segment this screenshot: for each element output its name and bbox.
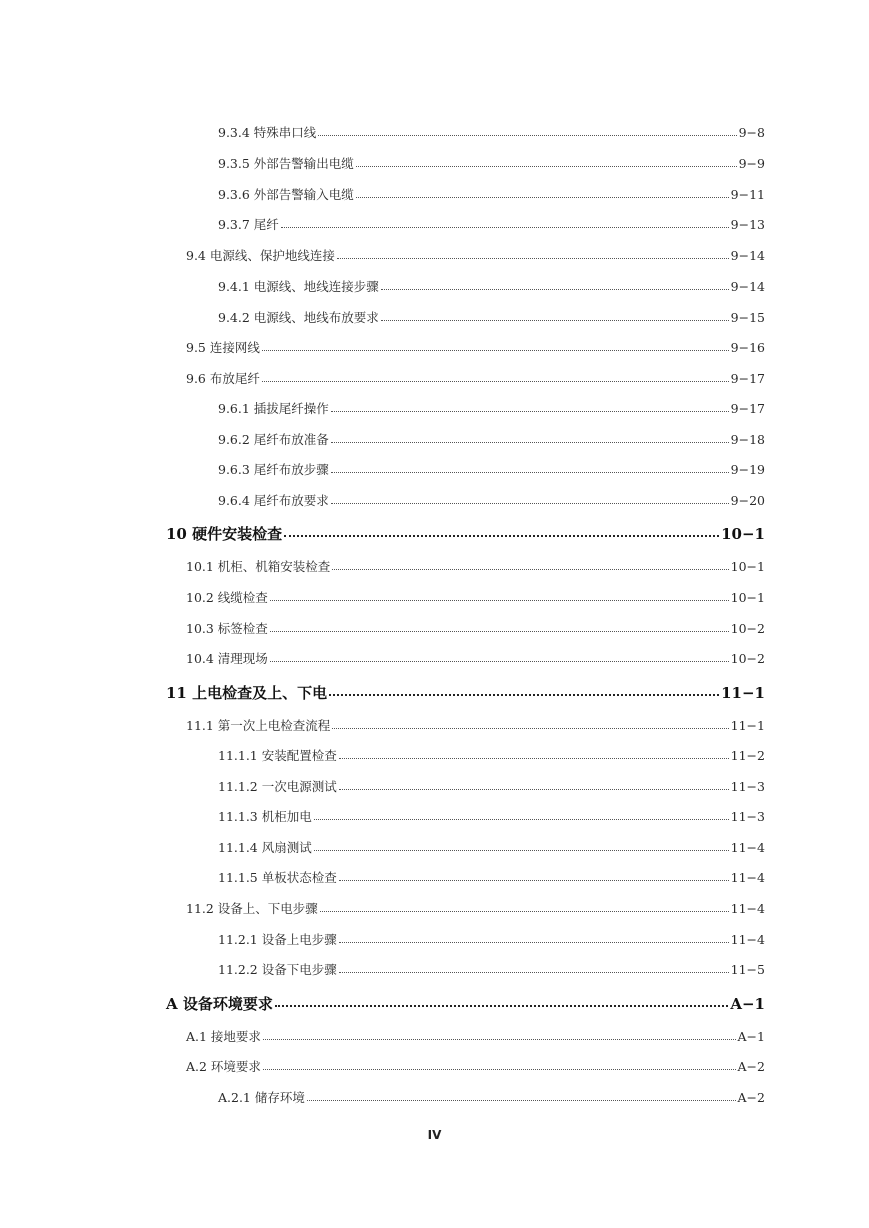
toc-entry-page: A−2 (737, 1090, 765, 1105)
toc-entry[interactable] (186, 621, 765, 637)
toc-entry-page: A−1 (737, 1029, 765, 1044)
dot-leader (331, 441, 729, 443)
dot-leader (320, 910, 729, 912)
toc-entry[interactable] (218, 187, 765, 203)
toc-entry-page: 11−2 (730, 748, 765, 763)
toc-entry-title: 9.4 电源线、保护地线连接 (186, 248, 335, 263)
toc-entry-title: 11.1.2 一次电源测试 (218, 779, 337, 794)
toc-entry[interactable] (218, 962, 765, 978)
toc-entry[interactable] (218, 401, 765, 417)
toc-entry[interactable] (186, 1029, 765, 1045)
toc-entry[interactable] (218, 870, 765, 886)
toc-entry[interactable] (218, 748, 765, 764)
toc-entry[interactable] (218, 840, 765, 856)
dot-leader (381, 288, 729, 290)
dot-leader (263, 1068, 736, 1070)
dot-leader (339, 879, 729, 881)
toc-entry[interactable] (218, 462, 765, 478)
toc-entry-page: 10−1 (730, 590, 765, 605)
toc-entry-title: A 设备环境要求 (166, 995, 273, 1013)
toc-entry[interactable] (218, 779, 765, 795)
toc-entry[interactable] (218, 1090, 765, 1106)
dot-leader (332, 568, 728, 570)
toc-entry-title: A.1 接地要求 (186, 1029, 261, 1044)
toc-entry-page: 9−19 (730, 462, 765, 477)
dot-leader (270, 599, 729, 601)
toc-entry[interactable] (218, 310, 765, 326)
toc-entry-title: 9.3.6 外部告警输入电缆 (218, 187, 354, 202)
toc-entry-title: 9.6.3 尾纤布放步骤 (218, 462, 329, 477)
toc-entry-page: 11−3 (730, 809, 765, 824)
dot-leader (270, 660, 729, 662)
toc-entry-page: 10−2 (730, 651, 765, 666)
toc-entry-page: 9−14 (730, 248, 765, 263)
toc-entry-title: 11.1 第一次上电检查流程 (186, 718, 331, 733)
dot-leader (339, 971, 729, 973)
toc-entry[interactable] (218, 493, 765, 509)
toc-entry-title: 9.6.4 尾纤布放要求 (218, 493, 329, 508)
toc-entry-title: 9.6.1 插拔尾纤操作 (218, 401, 329, 416)
toc-entry-title: 9.3.4 特殊串口线 (218, 125, 317, 140)
dot-leader (314, 818, 729, 820)
dot-leader (339, 788, 729, 790)
toc-entry-page: 10−2 (730, 621, 765, 636)
toc-entry-page: 9−9 (738, 156, 765, 171)
toc-entry-title: 11.2 设备上、下电步骤 (186, 901, 318, 916)
toc-entry-title: 11.1.4 风扇测试 (218, 840, 312, 855)
toc-entry-page: 9−17 (730, 371, 765, 386)
dot-leader (318, 134, 736, 136)
toc-entry[interactable] (186, 559, 765, 575)
toc-entry-title: A.2.1 储存环境 (218, 1090, 305, 1105)
toc-entry[interactable] (218, 809, 765, 825)
toc-entry-page: 9−17 (730, 401, 765, 416)
toc-entry-page: 9−15 (730, 310, 765, 325)
toc-entry[interactable] (186, 590, 765, 606)
toc-entry[interactable] (218, 125, 765, 141)
toc-entry-title: 10.2 线缆检查 (186, 590, 268, 605)
toc-entry-title: 9.6 布放尾纤 (186, 371, 260, 386)
dot-leader (332, 727, 728, 729)
toc-entry[interactable] (218, 279, 765, 295)
dot-leader (331, 471, 729, 473)
toc-entry[interactable] (218, 432, 765, 448)
toc-entry-page: 11−5 (730, 962, 765, 977)
toc-entry-title: 11.2.1 设备上电步骤 (218, 932, 337, 947)
toc-entry-page: 9−11 (730, 187, 765, 202)
dot-leader (337, 257, 729, 259)
toc-entry-title: 11 上电检查及上、下电 (166, 684, 328, 702)
toc-entry-title: 9.6.2 尾纤布放准备 (218, 432, 329, 447)
dot-leader (281, 226, 729, 228)
toc-entry[interactable] (186, 371, 765, 387)
toc-entry-page: 10−1 (721, 525, 765, 543)
toc-entry-page: 11−4 (730, 840, 765, 855)
toc-entry-page: 9−18 (730, 432, 765, 447)
dot-leader (262, 380, 729, 382)
toc-entry[interactable] (166, 526, 765, 542)
toc-entry-page: 9−13 (730, 217, 765, 232)
toc-entry[interactable] (186, 901, 765, 917)
toc-entry-title: 10.4 清理现场 (186, 651, 268, 666)
toc-entry[interactable] (186, 1059, 765, 1075)
toc-entry-title: 11.1.1 安装配置检查 (218, 748, 337, 763)
dot-leader (339, 941, 729, 943)
dot-leader (381, 319, 729, 321)
toc-entry[interactable] (186, 718, 765, 734)
toc-entry[interactable] (218, 156, 765, 172)
dot-leader (275, 1004, 728, 1007)
toc-entry[interactable] (166, 685, 765, 701)
toc-entry[interactable] (218, 932, 765, 948)
toc-entry-page: 10−1 (730, 559, 765, 574)
dot-leader (331, 502, 729, 504)
toc-entry-title: A.2 环境要求 (186, 1059, 261, 1074)
toc-entry[interactable] (186, 248, 765, 264)
dot-leader (356, 196, 729, 198)
dot-leader (314, 849, 729, 851)
toc-entry-page: 11−4 (730, 901, 765, 916)
toc-entry-title: 10.1 机柜、机箱安装检查 (186, 559, 331, 574)
toc-entry[interactable] (166, 996, 765, 1012)
toc-entry-page: 9−20 (730, 493, 765, 508)
toc-entry-page: 11−1 (730, 718, 765, 733)
toc-entry-page: A−1 (730, 995, 765, 1013)
toc-entry-title: 11.1.5 单板状态检查 (218, 870, 337, 885)
toc-entry-page: A−2 (737, 1059, 765, 1074)
toc-entry-title: 9.5 连接网线 (186, 340, 260, 355)
toc-entry-page: 11−1 (721, 684, 765, 702)
toc-entry-title: 9.4.1 电源线、地线连接步骤 (218, 279, 379, 294)
toc-entry-title: 9.3.7 尾纤 (218, 217, 279, 232)
toc-entry-title: 11.2.2 设备下电步骤 (218, 962, 337, 977)
dot-leader (331, 410, 729, 412)
dot-leader (356, 165, 737, 167)
dot-leader (270, 630, 729, 632)
toc-entry-page: 9−8 (738, 125, 765, 140)
toc-entry-page: 9−16 (730, 340, 765, 355)
toc-entry-page: 11−4 (730, 870, 765, 885)
dot-leader (307, 1099, 736, 1101)
dot-leader (262, 349, 729, 351)
toc-entry-page: 11−4 (730, 932, 765, 947)
dot-leader (284, 534, 719, 537)
toc-entry-title: 10.3 标签检查 (186, 621, 268, 636)
toc-entry[interactable] (218, 217, 765, 233)
toc-entry-title: 11.1.3 机柜加电 (218, 809, 312, 824)
toc-entry-title: 9.4.2 电源线、地线布放要求 (218, 310, 379, 325)
toc-entry-page: 9−14 (730, 279, 765, 294)
dot-leader (329, 693, 719, 696)
toc-entry-title: 10 硬件安装检查 (166, 525, 283, 543)
toc-entry[interactable] (186, 651, 765, 667)
toc-entry-title: 9.3.5 外部告警输出电缆 (218, 156, 354, 171)
page-number: IV (427, 1128, 442, 1142)
toc-entry-page: 11−3 (730, 779, 765, 794)
toc-entry[interactable] (186, 340, 765, 356)
dot-leader (263, 1038, 736, 1040)
dot-leader (339, 757, 729, 759)
